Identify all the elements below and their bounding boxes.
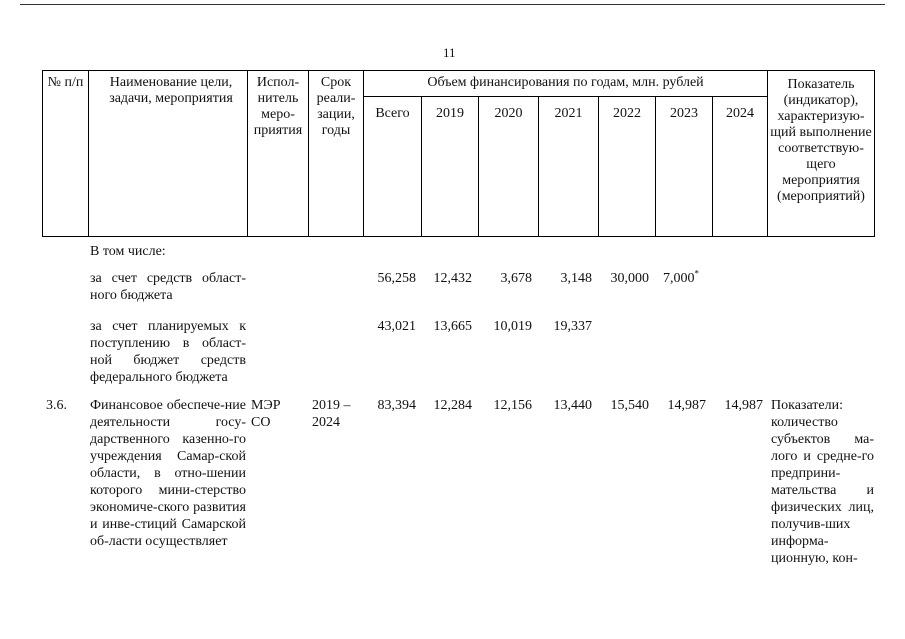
item-2021: 13,440 (553, 398, 592, 413)
header-col-number: № п/п (42, 70, 89, 237)
regional-total: 56,258 (377, 271, 416, 286)
federal-budget-label: за счет планируемых к поступлению в област-ной бюджет средств федерального бюджета (90, 319, 246, 385)
item-2020: 12,156 (493, 398, 532, 413)
item-2019: 12,284 (433, 398, 472, 413)
item-2022: 15,540 (610, 398, 649, 413)
item-number: 3.6. (46, 398, 67, 413)
regional-2023-value: 7,000 (663, 271, 695, 286)
header-year-2022: 2022 (598, 96, 656, 237)
item-total: 83,394 (377, 398, 416, 413)
item-indicator: Показатели: количество субъектов ма-лого и средне-го предприни-мательства и физических лиц, получив-ших информа-ционную, кон- (771, 398, 874, 566)
including-label: В том числе: (90, 244, 166, 259)
item-2023: 14,987 (667, 398, 706, 413)
footnote-mark: * (694, 268, 699, 279)
header-year-2024: 2024 (712, 96, 768, 237)
federal-2019: 13,665 (433, 319, 472, 334)
header-col-name: Наименование цели, задачи, мероприятия (88, 70, 248, 237)
header-year-2020: 2020 (478, 96, 539, 237)
regional-budget-label: за счет средств област-ного бюджета (90, 271, 246, 303)
header-col-executor: Испол-нитель меро-приятия (247, 70, 309, 237)
header-col-indicator: Показатель (индикатор), характеризую-щий выполнение соответствую-щего мероприятия (мероприятий) (767, 70, 875, 237)
item-term: 2019 – 2024 (312, 398, 351, 430)
header-col-funding: Объем финансирования по годам, млн. рублей (363, 70, 768, 97)
regional-2019: 12,432 (433, 271, 472, 286)
header-col-total: Всего (363, 96, 422, 237)
regional-2021: 3,148 (560, 271, 592, 286)
item-name: Финансовое обеспече-ние деятельности госу-дарственного казенно-го учреждения Самар-ской области, в отно-шении которого мини-стерство экономиче-ского развития и инве-стиций Самарской об-ласти осуществляет (90, 398, 246, 549)
federal-2020: 10,019 (493, 319, 532, 334)
header-year-2023: 2023 (655, 96, 713, 237)
header-year-2019: 2019 (421, 96, 479, 237)
regional-2020: 3,678 (500, 271, 532, 286)
item-2024: 14,987 (724, 398, 763, 413)
header-year-2021: 2021 (538, 96, 599, 237)
regional-2022: 30,000 (610, 271, 649, 286)
page-number: 11 (443, 45, 456, 60)
regional-2023 (663, 270, 713, 287)
federal-total: 43,021 (377, 319, 416, 334)
header-col-term: Срок реали-зации, годы (308, 70, 364, 237)
federal-2021: 19,337 (553, 319, 592, 334)
top-border-line (20, 4, 885, 5)
item-executor: МЭР СО (251, 398, 281, 430)
